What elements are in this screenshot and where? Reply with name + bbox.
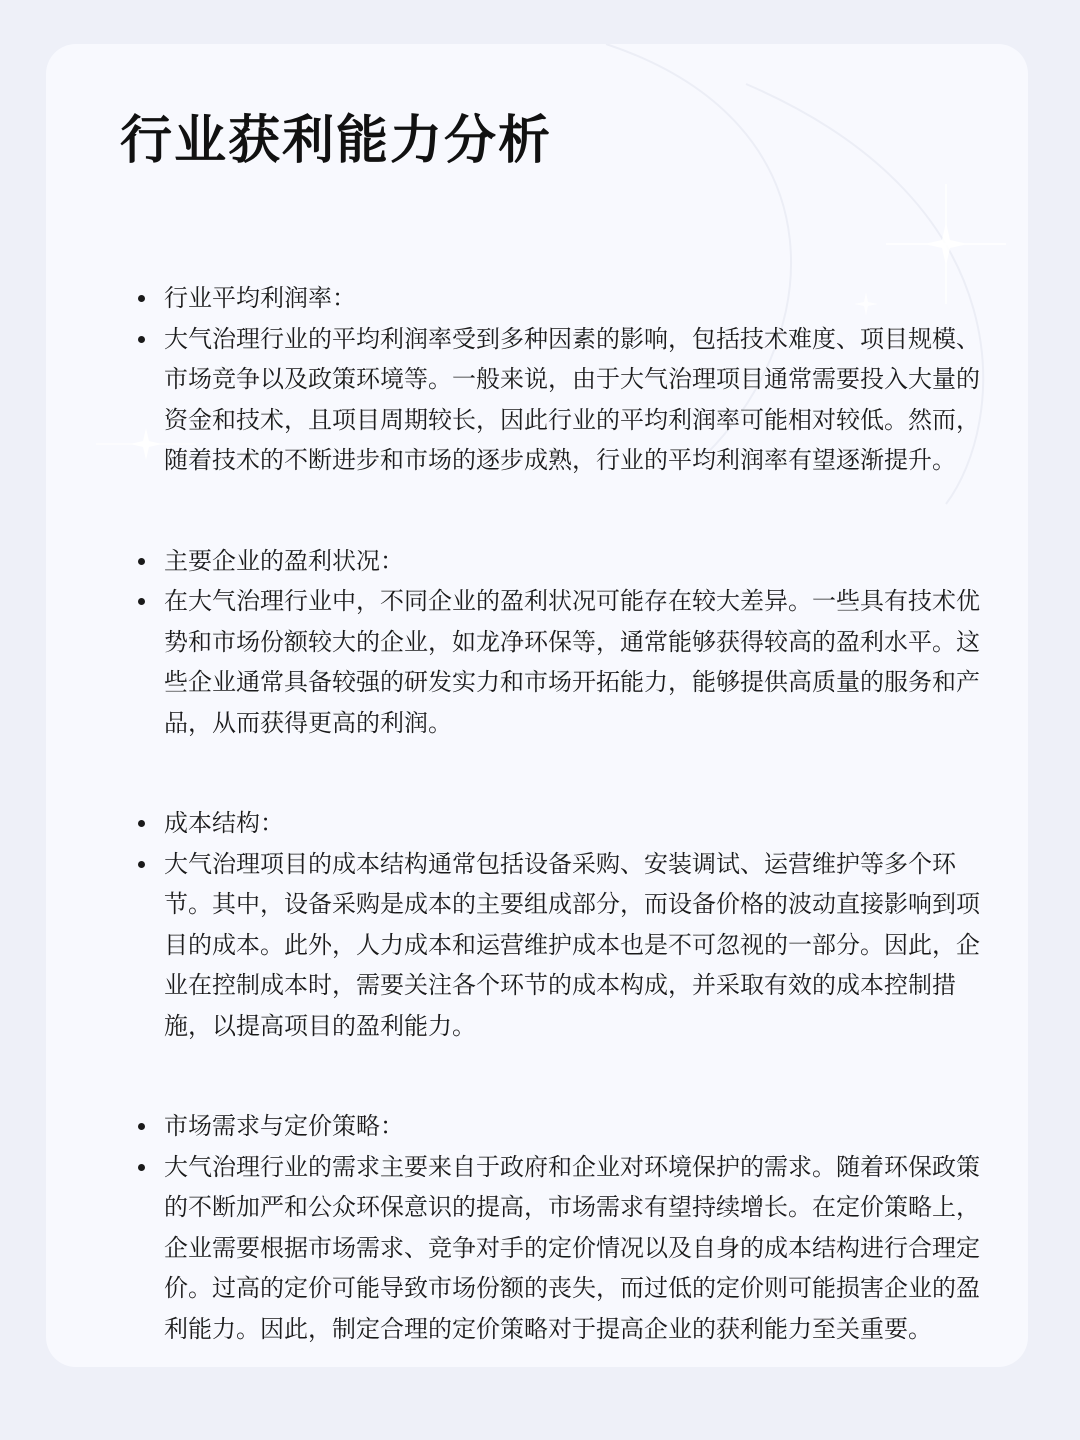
section-body-text: 在大气治理行业中，不同企业的盈利状况可能存在较大差异。一些具有技术优势和市场份额较大的企业，如龙净环保等，通常能够获得较高的盈利水平。这些企业通常具备较强的研发实力和市场开拓能力，能够提供高质量的服务和产品，从而获得更高的利润。 [164, 587, 980, 737]
section-heading [138, 1106, 983, 1147]
section-body-text: 大气治理行业的平均利润率受到多种因素的影响，包括技术难度、项目规模、市场竞争以及政策环境等。一般来说，由于大气治理项目通常需要投入大量的资金和技术，且项目周期较长，因此行业的平均利润率可能相对较低。然而，随着技术的不断进步和市场的逐步成熟，行业的平均利润率有望逐渐提升。 [164, 324, 980, 474]
bullet-icon [138, 1164, 145, 1171]
bullet-icon [138, 598, 145, 605]
bullet-icon [138, 295, 145, 302]
bullet-icon [138, 1123, 145, 1130]
section-body [138, 319, 983, 481]
section-heading [138, 278, 983, 319]
section-heading-text: 成本结构： [164, 809, 284, 837]
page-title: 行业获利能力分析 [120, 111, 553, 171]
bullet-icon [138, 558, 145, 565]
section-heading-text: 市场需求与定价策略： [164, 1112, 404, 1140]
section-heading-text: 主要企业的盈利状况： [164, 546, 404, 575]
analysis-list [138, 278, 983, 1349]
bullet-icon [138, 336, 145, 343]
section-body-text: 大气治理行业的需求主要来自于政府和企业对环境保护的需求。随着环保政策的不断加严和公众环保意识的提高，市场需求有望持续增长。在定价策略上，企业需要根据市场需求、竞争对手的定价情况以及自身的成本结构进行合理定价。过高的定价可能导致市场份额的丧失，而过低的定价则可能损害企业的盈利能力。因此，制定合理的定价策略对于提高企业的获利能力至关重要。 [164, 1152, 980, 1343]
section-body [138, 1147, 983, 1350]
content-card [46, 44, 1028, 1367]
section-heading [138, 541, 983, 582]
section-body [138, 844, 983, 1047]
section-body [138, 581, 983, 743]
bullet-icon [138, 861, 145, 868]
bullet-icon [138, 820, 145, 827]
section-body-text: 大气治理项目的成本结构通常包括设备采购、安装调试、运营维护等多个环节。其中，设备采购是成本的主要组成部分，而设备价格的波动直接影响到项目的成本。此外，人力成本和运营维护成本也是不可忽视的一部分。因此，企业在控制成本时，需要关注各个环节的成本构成，并采取有效的成本控制措施，以提高项目的盈利能力。 [164, 849, 980, 1040]
section-heading-text: 行业平均利润率： [164, 284, 356, 312]
section-heading [138, 803, 983, 844]
